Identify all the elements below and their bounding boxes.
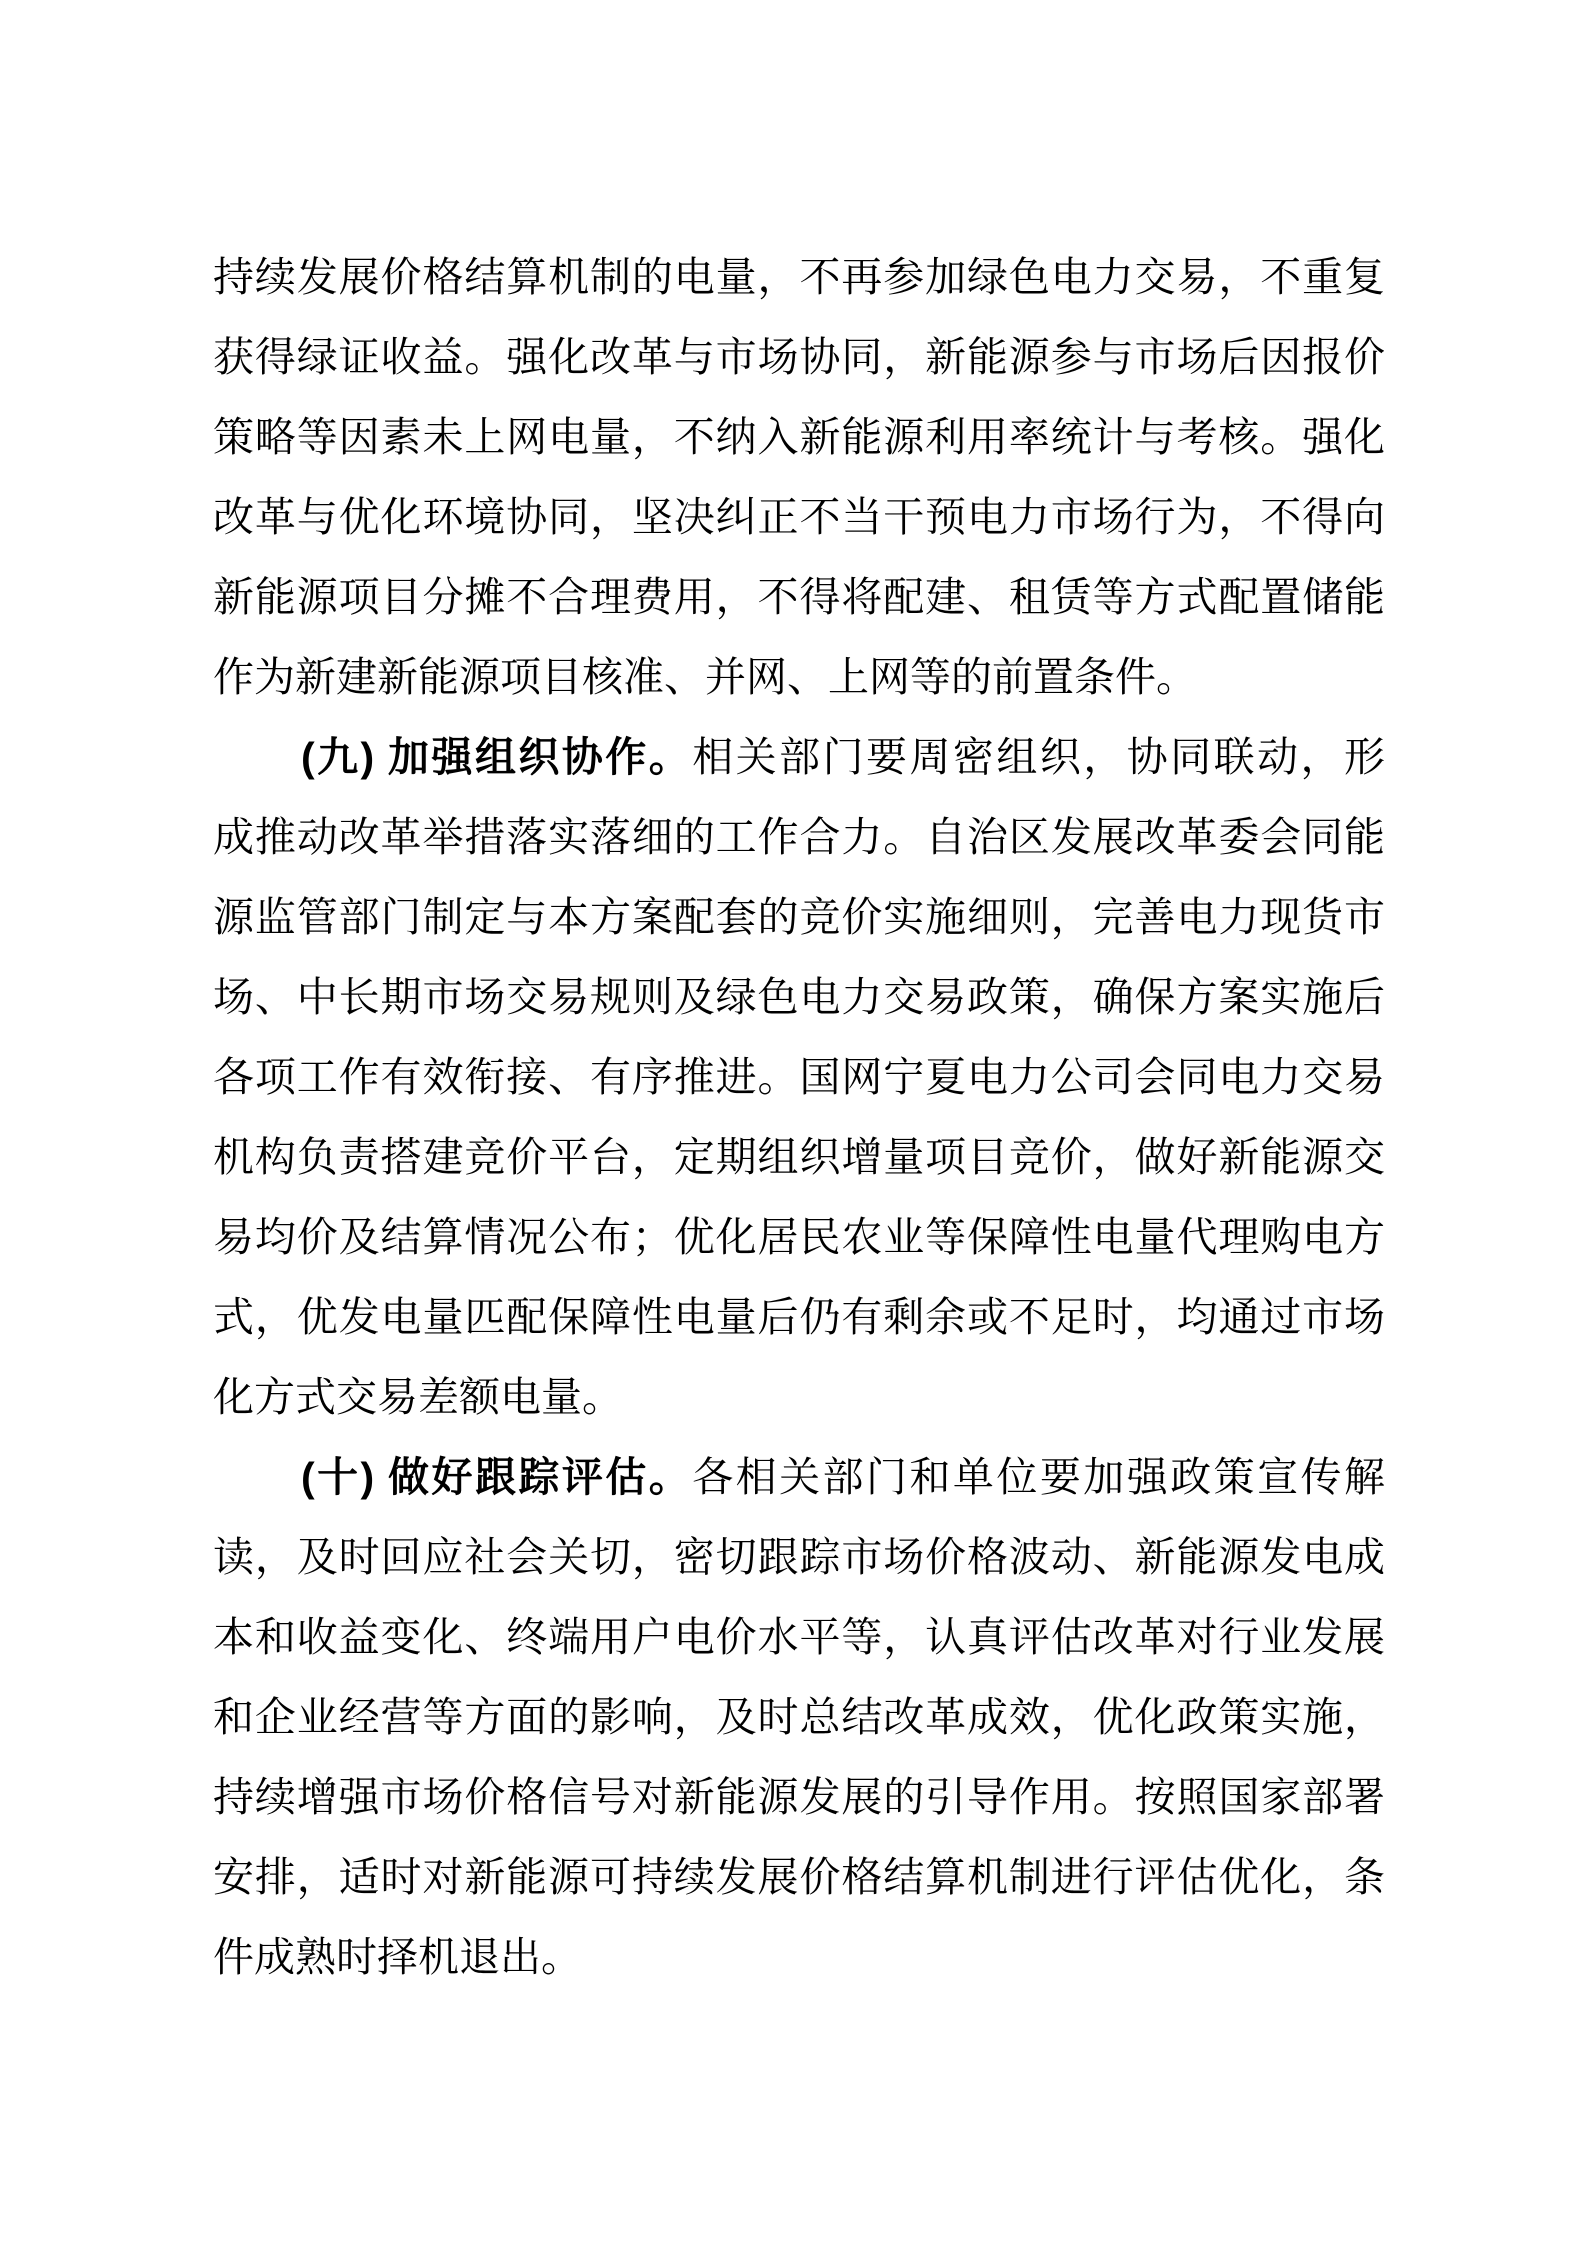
section-9-first-line-text: 相关部门要周密组织，协同联动，形	[692, 734, 1385, 780]
body-line: 获得绿证收益。强化改革与市场协同，新能源参与市场后因报价	[213, 334, 1385, 380]
body-line: 机构负责搭建竞价平台，定期组织增量项目竞价，做好新能源交	[213, 1134, 1385, 1180]
body-line: 各项工作有效衔接、有序推进。国网宁夏电力公司会同电力交易	[213, 1054, 1385, 1100]
document-text-block	[213, 237, 1385, 1997]
body-line: 读，及时回应社会关切，密切跟踪市场价格波动、新能源发电成	[213, 1534, 1385, 1580]
body-line: 场、中长期市场交易规则及绿色电力交易政策，确保方案实施后	[213, 974, 1385, 1020]
section-9-heading: (九) 加强组织协作。	[301, 734, 693, 780]
body-line	[213, 1437, 1385, 1517]
body-line: 持续发展价格结算机制的电量，不再参加绿色电力交易，不重复	[213, 254, 1385, 300]
body-line: 作为新建新能源项目核准、并网、上网等的前置条件。	[213, 654, 1197, 700]
body-line: 持续增强市场价格信号对新能源发展的引导作用。按照国家部署	[213, 1774, 1385, 1820]
body-line: 安排，适时对新能源可持续发展价格结算机制进行评估优化，条	[213, 1854, 1385, 1900]
body-line: 化方式交易差额电量。	[213, 1374, 623, 1420]
body-line: 易均价及结算情况公布；优化居民农业等保障性电量代理购电方	[213, 1214, 1385, 1260]
body-line: 改革与优化环境协同，坚决纠正不当干预电力市场行为，不得向	[213, 494, 1385, 540]
body-line: 策略等因素未上网电量，不纳入新能源利用率统计与考核。强化	[213, 414, 1385, 460]
body-line: 本和收益变化、终端用户电价水平等，认真评估改革对行业发展	[213, 1614, 1385, 1660]
body-line: 和企业经营等方面的影响，及时总结改革成效，优化政策实施，	[213, 1694, 1385, 1740]
body-line: 源监管部门制定与本方案配套的竞价实施细则，完善电力现货市	[213, 894, 1385, 940]
section-10-first-line-text: 各相关部门和单位要加强政策宣传解	[692, 1454, 1385, 1500]
body-line: 成推动改革举措落实落细的工作合力。自治区发展改革委会同能	[213, 814, 1385, 860]
body-line	[213, 717, 1385, 797]
body-line: 件成熟时择机退出。	[213, 1934, 582, 1980]
section-10-heading: (十) 做好跟踪评估。	[301, 1454, 693, 1500]
body-line: 新能源项目分摊不合理费用，不得将配建、租赁等方式配置储能	[213, 574, 1385, 620]
body-line: 式，优发电量匹配保障性电量后仍有剩余或不足时，均通过市场	[213, 1294, 1385, 1340]
